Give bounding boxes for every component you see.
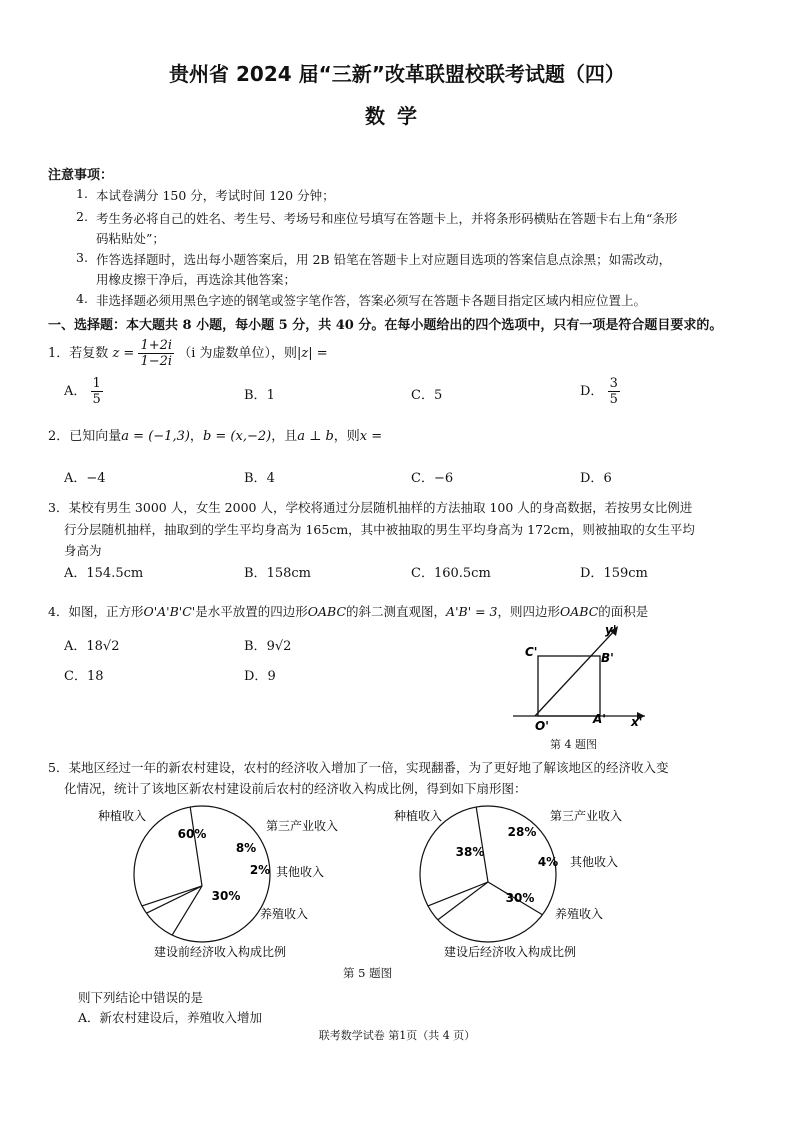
q3-option-c-text: 160.5cm [433, 566, 491, 581]
q3-option-a-text: 154.5cm [86, 566, 144, 581]
q5-line-1: 某地区经过一年的新农村建设，农村的经济收入增加了一倍，实现翻番，为了更好地了解该地区的经济收入变 [68, 760, 669, 775]
q1-number: 1． [48, 346, 70, 361]
q1-option-d-num: 3 [609, 376, 618, 391]
label-c: C' [525, 645, 538, 659]
notice-num-1: 1. [76, 186, 88, 201]
pie-1-category-label-1: 第三产业收入 [550, 809, 623, 823]
q4-option-b-text: 9√2 [266, 639, 292, 654]
q1-pre: 若复数 [69, 346, 109, 361]
q1-option-b[interactable] [244, 384, 275, 403]
q4-quad: OABC [307, 604, 347, 619]
notice-num-2: 2. [76, 209, 88, 224]
q4-option-a-label: A． [64, 639, 87, 654]
notice-item-4: 非选择题必须用黑色字迹的钢笔或签字笔作答，答案必须写在答题卡各题目指定区域内相应位置上。 [96, 293, 647, 308]
q1-denominator: 1−2i [140, 354, 173, 369]
q2-option-b-label: B． [244, 471, 267, 486]
q1-note: （i 为虚数单位），则 [178, 346, 297, 361]
q2-number: 2． [48, 429, 70, 444]
q4-number: 4． [48, 604, 69, 619]
pie-1-category-label-0: 种植收入 [394, 809, 443, 823]
q1-option-a-label: A． [64, 384, 87, 399]
q4-caption: 第 4 题图 [550, 738, 597, 751]
q4-length: A'B' = 3 [446, 604, 498, 619]
q4-option-d-label: D． [244, 669, 268, 684]
q4-option-c-text: 18 [86, 669, 104, 684]
q2-option-d[interactable] [580, 467, 612, 486]
exam-title: 贵州省 2024 届“三新”改革联盟校联考试题（四） [169, 62, 625, 86]
pie-0-pct-label-2: 2% [249, 863, 271, 877]
pie-before-slices [98, 806, 338, 942]
q4-option-d-text: 9 [267, 669, 276, 684]
pie-0-pct-label-3: 30% [211, 889, 241, 903]
q5-caption: 第 5 题图 [343, 966, 393, 980]
pie-after-title: 建设后经济收入构成比例 [443, 945, 577, 959]
q2-vector-b: b = (x,−2) [202, 429, 272, 444]
q2-option-b-text: 4 [266, 471, 275, 486]
notice-num-4: 4. [76, 291, 88, 306]
q2-sep: ， [189, 429, 203, 444]
q1-option-d-fraction [608, 376, 620, 407]
label-y: y' [605, 623, 617, 637]
q3-option-a[interactable] [64, 562, 143, 581]
q5-number: 5． [48, 760, 69, 775]
q4-text3: 的斜二测直观图， [346, 604, 447, 619]
q3-option-b-label: B． [244, 566, 267, 581]
q2-option-b[interactable] [244, 467, 275, 486]
q2-text3: ，则 [333, 429, 360, 444]
label-x: x' [631, 715, 643, 729]
q4-square: O'A'B'C' [143, 604, 196, 619]
q3-number: 3． [48, 500, 69, 515]
pie-1-pct-label-3: 30% [505, 891, 535, 905]
q4-option-c-label: C． [64, 669, 87, 684]
q2-vector-a: a = (−1,3) [121, 429, 190, 444]
q4-text5: 的面积是 [598, 604, 649, 619]
page-footer: 联考数学试卷 第1页（共 4 页） [318, 1029, 476, 1042]
q4-option-a[interactable] [64, 635, 120, 654]
pie-0-category-label-3: 养殖收入 [260, 907, 309, 921]
q2-text2: ，且 [271, 429, 298, 444]
q2-perp: a ⊥ b [297, 429, 334, 444]
q1-absz: |z| [297, 346, 313, 361]
q5-line-2: 化情况，统计了该地区新农村建设前后农村的经济收入构成比例，得到如下扇形图： [64, 781, 527, 796]
q5-follow: 则下列结论中错误的是 [78, 990, 204, 1005]
q5-option-a-text: 新农村建设后，养殖收入增加 [99, 1010, 263, 1025]
q1-option-a-num: 1 [92, 376, 101, 391]
q4-option-d[interactable] [244, 665, 276, 684]
q4-figure [505, 620, 655, 732]
square [538, 656, 600, 716]
q3-option-d-text: 159cm [603, 566, 648, 581]
notice-item-3a: 作答选择题时，选出每小题答案后，用 2B 铅笔在答题卡上对应题目选项的答案信息点涂黑；如需改动， [96, 252, 672, 267]
pie-0-category-label-0: 种植收入 [98, 809, 147, 823]
q4-quad2: OABC [560, 604, 599, 619]
pie-1-category-label-3: 养殖收入 [555, 907, 604, 921]
q5-option-a-label: A． [78, 1010, 100, 1025]
pie-0-pct-label-1: 8% [235, 841, 257, 855]
q1-z: z [112, 346, 120, 361]
label-b: B' [601, 651, 614, 665]
q3-line-2: 行分层随机抽样，抽取到的学生平均身高为 165cm，其中被抽取的男生平均身高为 172cm，则被抽取的女生平均 [64, 522, 695, 537]
q2-option-a-label: A． [64, 471, 87, 486]
q4-text2: 是水平放置的四边形 [195, 604, 308, 619]
pie-0-category-label-1: 第三产业收入 [266, 819, 339, 833]
q1-option-c-label: C． [411, 388, 434, 403]
q2-option-d-label: D． [580, 471, 604, 486]
q3-line-1: 某校有男生 3000 人，女生 2000 人，学校将通过分层随机抽样的方法抽取 100 人的身高数据，若按男女比例进 [68, 500, 693, 515]
label-o: O' [535, 719, 549, 732]
q2-option-a[interactable] [64, 467, 106, 486]
section-heading: 一、选择题：本大题共 8 小题，每小题 5 分，共 40 分。在每小题给出的四个选项中，只有一项是符合题目要求的。 [48, 318, 723, 333]
subject-title: 数学 [365, 104, 429, 128]
q2-option-d-text: 6 [603, 471, 612, 486]
q4-text1: 如图，正方形 [68, 604, 144, 619]
q4-option-c[interactable] [64, 665, 104, 684]
q1-option-a-fraction [91, 376, 103, 407]
q1-numerator: 1+2i [140, 338, 173, 353]
q3-option-c-label: C． [411, 566, 434, 581]
pie-chart-before [80, 798, 360, 966]
pie-chart-after [390, 798, 670, 966]
q2-option-c-text: −6 [433, 471, 454, 486]
q1-option-b-text: 1 [266, 388, 275, 403]
q1-tail: = [312, 346, 328, 361]
q2-text1: 已知向量 [69, 429, 122, 444]
notice-item-2a: 考生务必将自己的姓名、考生号、考场号和座位号填写在答题卡上，并将条形码横贴在答题卡右上角“条形 [96, 211, 678, 226]
pie-0-category-label-2: 其他收入 [276, 865, 325, 879]
q1-option-a-den: 5 [92, 392, 101, 407]
pie-before-title: 建设前经济收入构成比例 [153, 945, 287, 959]
q1-option-d[interactable] [580, 376, 620, 407]
question-3 [48, 498, 692, 516]
q3-option-c[interactable] [411, 562, 491, 581]
q3-option-d[interactable] [580, 562, 648, 581]
notice-item-3b: 用橡皮擦干净后，再选涂其他答案； [96, 272, 297, 287]
q5-option-a[interactable] [78, 1008, 262, 1026]
q2-option-a-text: −4 [86, 471, 106, 486]
question-4 [48, 602, 648, 620]
q2-option-c-label: C． [411, 471, 434, 486]
pie-1-pct-label-1: 28% [507, 825, 537, 839]
notice-item-2b: 码粘贴处”； [96, 231, 165, 246]
q1-option-d-den: 5 [609, 392, 618, 407]
pie-0-pct-label-0: 60% [177, 827, 207, 841]
q1-eq: = [119, 346, 139, 361]
q4-text4: ，则四边形 [497, 604, 561, 619]
label-a: A' [593, 712, 606, 726]
q3-line-3: 身高为 [64, 543, 102, 558]
q3-option-a-label: A． [64, 566, 87, 581]
question-5 [48, 758, 668, 776]
pie-after-slices [394, 806, 622, 942]
notice-item-1: 本试卷满分 150 分，考试时间 120 分钟； [96, 188, 335, 203]
q1-option-c-text: 5 [433, 388, 443, 403]
q2-option-c[interactable] [411, 467, 453, 486]
q4-option-a-text: 18√2 [86, 639, 120, 654]
q1-option-d-label: D． [580, 384, 604, 399]
q4-option-b[interactable] [244, 635, 291, 654]
pie-1-category-label-2: 其他收入 [570, 855, 619, 869]
q4-option-b-label: B． [244, 639, 267, 654]
q3-option-b[interactable] [244, 562, 311, 581]
pie-1-pct-label-2: 4% [537, 855, 559, 869]
question-2 [48, 425, 382, 444]
q3-option-b-text: 158cm [266, 566, 311, 581]
pie-1-pct-label-0: 38% [455, 845, 485, 859]
q1-fraction [138, 338, 174, 369]
q1-option-a[interactable] [64, 376, 103, 407]
q1-option-b-label: B． [244, 388, 267, 403]
q3-option-d-label: D． [580, 566, 604, 581]
notice-num-3: 3. [76, 250, 88, 265]
q1-option-c[interactable] [411, 384, 442, 403]
notice-heading: 注意事项： [48, 168, 114, 183]
question-1 [48, 338, 328, 369]
q2-x: x = [359, 429, 383, 444]
y-axis [535, 628, 617, 716]
